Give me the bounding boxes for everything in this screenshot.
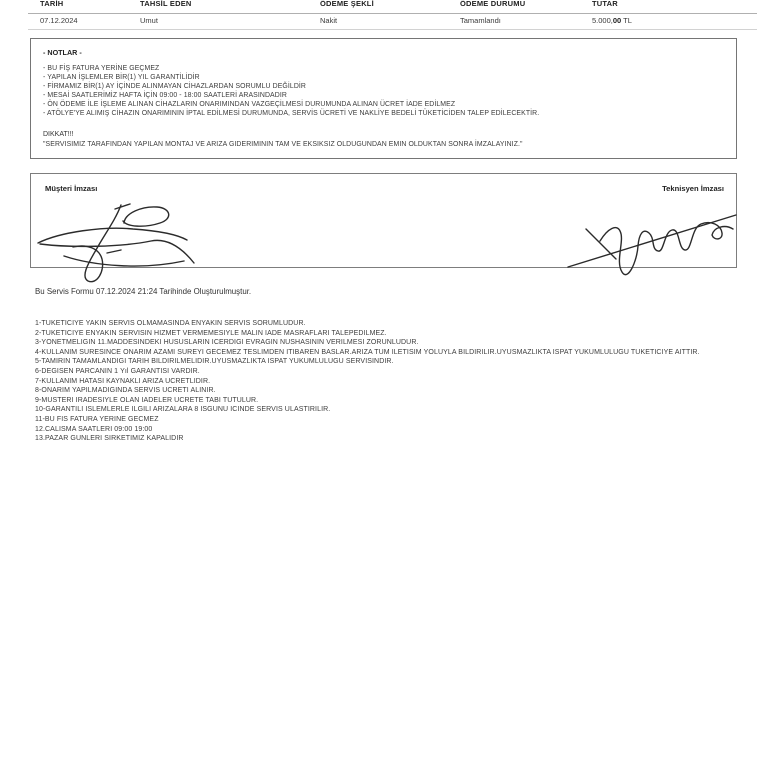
term-line: 1-TUKETICIYE YAKIN SERVIS OLMAMASINDA ENYAKIN SERVIS SORUMLUDUR. — [35, 320, 306, 327]
term-line: 10-GARANTILI ISLEMLERLE ILGILI ARIZALARA 8 ISGUNU ICINDE SERVIS ULASTIRILIR. — [35, 406, 331, 414]
term-line: 8-ONARIM YAPILMADIGINDA SERVIS UCRETI ALINIR. — [35, 387, 216, 395]
column-header-payment-status: ÖDEME DURUMU — [460, 0, 526, 8]
cell-amount — [592, 16, 632, 25]
cell-collector: Umut — [140, 16, 158, 25]
term-line: 11-BU FIS FATURA YERINE GECMEZ — [35, 415, 159, 423]
column-header-payment-method: ÖDEME ŞEKLİ — [320, 0, 374, 8]
cell-date: 07.12.2024 — [40, 16, 78, 25]
cell-payment-status: Tamamlandı — [460, 16, 501, 25]
amount-currency: TL — [621, 16, 632, 25]
cell-payment-method: Nakit — [320, 16, 338, 25]
table-row-divider — [28, 29, 757, 30]
term-line: 12.CALISMA SAATLERI 09:00 19:00 — [35, 425, 153, 433]
term-line: 5-TAMIRIN TAMAMLANDIGI TARIH BILDIRILMELIDIR.UYUSMAZLIKTA ISPAT YUKUMLULUGU SERVISINDIR. — [35, 358, 394, 366]
term-line: 2-TUKETICIYE ENYAKIN SERVISIN HIZMET VERMEMESIYLE MALIN IADE MASRAFLARI TALEPEDILMEZ. — [35, 329, 387, 337]
term-line: 3-YONETMELIGIN 11.MADDESINDEKI HUSUSLARIN ICERDIGI EVRAGIN NUSHASININ VERILMESI ZORUNLUDUR. — [35, 339, 419, 347]
amount-decimals: 00 — [612, 16, 622, 25]
note-line: - ÖN ÖDEME İLE İŞLEME ALINAN CİHAZLARIN ONARIMINDAN VAZGEÇİLMESİ DURUMUNDA ALINAN ÜCRET İADE EDİLMEZ — [43, 101, 456, 108]
notes-title: - NOTLAR - — [43, 48, 82, 57]
note-line: - BU FİŞ FATURA YERİNE GEÇMEZ — [43, 65, 160, 72]
note-line: - MESAİ SAATLERİMİZ HAFTA İÇİN 09:00 - 18:00 SAATLERİ ARASINDADIR — [43, 92, 287, 99]
column-header-amount: TUTAR — [592, 0, 618, 8]
note-line: - YAPILAN İŞLEMLER BİR(1) YIL GARANTİLİDİR — [43, 74, 200, 81]
signature-box — [30, 173, 737, 268]
term-line: 7-KULLANIM HATASI KAYNAKLI ARIZA UCRETLIDIR. — [35, 377, 211, 385]
note-line: - ATÖLYE'YE ALIMIŞ CİHAZIN ONARIMININ İPTAL EDİLMESİ DURUMUNDA, SERVİS ÜCRETİ VE NAKLİYE BEDELİ TÜKETİCİDEN TALEP EDİLECEKTİR. — [43, 110, 540, 117]
term-line: 9-MUSTERI IRADESIYLE OLAN IADELER UCRETE TABI TUTULUR. — [35, 396, 259, 404]
note-line: - FİRMAMIZ BİR(1) AY İÇİNDE ALINMAYAN CİHAZLARDAN SORUMLU DEĞİLDİR — [43, 83, 306, 90]
warning-text: "SERVISIMIZ TARAFINDAN YAPILAN MONTAJ VE ARIZA GIDERIMININ TAM VE EKSIKSIZ OLDUGUNDAN EMIN OLDUKTAN SONRA İMZALAYINIZ." — [43, 141, 523, 148]
technician-signature-label: Teknisyen İmzası — [662, 184, 724, 193]
term-line: 4-KULLANIM SURESINCE ONARIM AZAMI SUREYI GECEMEZ TESLIMDEN ITIBAREN BASLAR.ARIZA TUM ILETISIM YOLUYLA BILDIRILIR.UYUSMAZLIKTA ISPAT YUKUMLULUGU TUKETICIYE AITTIR. — [35, 348, 700, 356]
amount-main: 5.000, — [592, 16, 613, 25]
creation-note: Bu Servis Formu 07.12.2024 21:24 Tarihinde Oluşturulmuştur. — [35, 287, 252, 296]
column-header-collector: TAHSİL EDEN — [140, 0, 192, 8]
warning-title: DIKKAT!!! — [43, 131, 74, 138]
notes-box — [30, 38, 737, 159]
table-header-divider — [28, 13, 757, 14]
term-line: 13.PAZAR GUNLERI SIRKETIMIZ KAPALIDIR — [35, 435, 184, 443]
term-line: 6-DEGISEN PARCANIN 1 Yıl GARANTISI VARDIR. — [35, 367, 200, 375]
column-header-date: TARİH — [40, 0, 64, 8]
terms-list — [35, 319, 700, 444]
customer-signature-label: Müşteri İmzası — [45, 184, 98, 193]
